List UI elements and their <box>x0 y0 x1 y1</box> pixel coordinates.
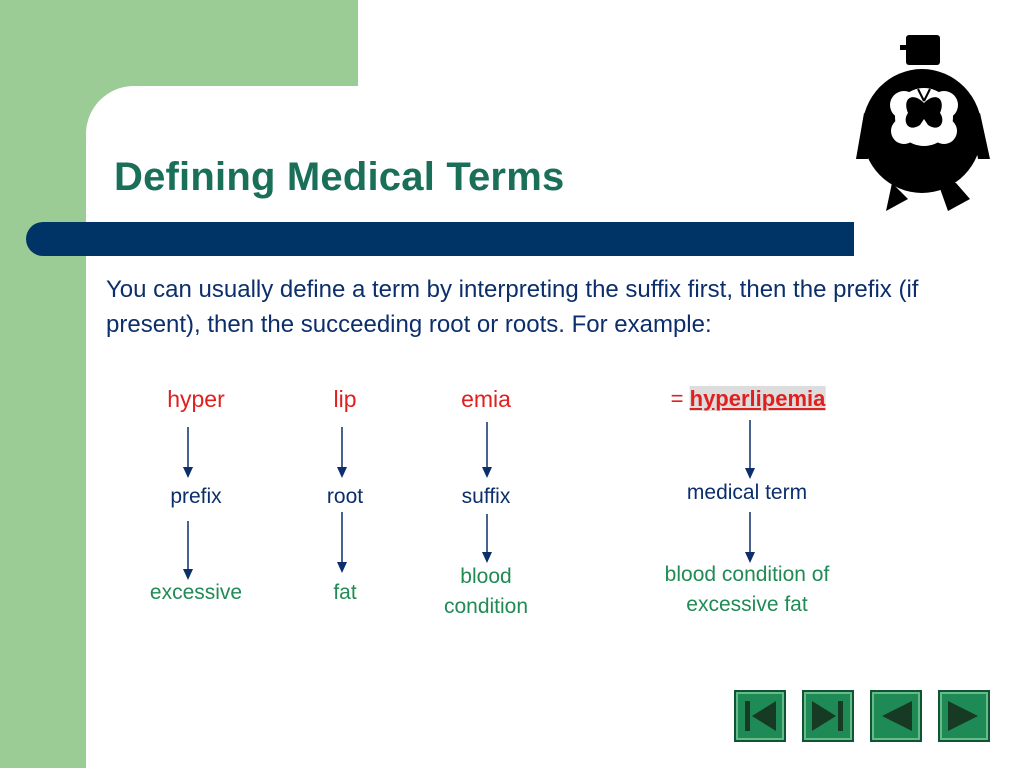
previous-slide-icon <box>872 692 920 740</box>
last-slide-button[interactable] <box>802 690 854 742</box>
root-meaning: fat <box>333 581 357 604</box>
title-divider-bar <box>26 222 854 256</box>
down-arrow-icon <box>182 427 194 479</box>
first-slide-button[interactable] <box>734 690 786 742</box>
down-arrow-icon <box>336 427 348 479</box>
prefix-meaning: excessive <box>149 581 243 604</box>
down-arrow-icon <box>336 512 348 574</box>
suffix-label: suffix <box>461 485 511 508</box>
prefix-label: prefix <box>170 485 222 508</box>
root-label: root <box>326 485 364 508</box>
result-term-highlight <box>690 386 826 411</box>
suffix-meaning-line1: blood <box>460 565 512 588</box>
suffix-word: emia <box>461 386 511 412</box>
root-word: lip <box>333 386 357 412</box>
result-term-link[interactable]: hyperlipemia <box>689 386 826 411</box>
suffix-meaning-line2: condition <box>443 595 529 618</box>
result-meaning-line1: blood condition of <box>664 563 830 586</box>
suffix-meaning <box>444 562 528 622</box>
down-arrow-icon <box>481 514 493 564</box>
next-slide-button[interactable] <box>938 690 990 742</box>
mascot-logo-icon <box>852 33 994 215</box>
last-slide-icon <box>804 692 852 740</box>
down-arrow-icon <box>744 420 756 480</box>
next-slide-icon <box>940 692 988 740</box>
result-label: medical term <box>686 481 808 504</box>
result-term-row <box>671 386 826 412</box>
result-meaning <box>665 560 830 620</box>
prefix-word: hyper <box>167 386 225 412</box>
first-slide-icon <box>736 692 784 740</box>
down-arrow-icon <box>182 521 194 581</box>
previous-slide-button[interactable] <box>870 690 922 742</box>
slide-title: Defining Medical Terms <box>114 155 565 199</box>
result-meaning-line2: excessive fat <box>686 593 808 616</box>
down-arrow-icon <box>481 422 493 480</box>
intro-text: You can usually define a term by interpreting the suffix first, then the prefix (if present), then the succeeding root or roots. For example: <box>106 276 919 338</box>
down-arrow-icon <box>744 512 756 564</box>
equals-sign: = <box>670 386 684 411</box>
